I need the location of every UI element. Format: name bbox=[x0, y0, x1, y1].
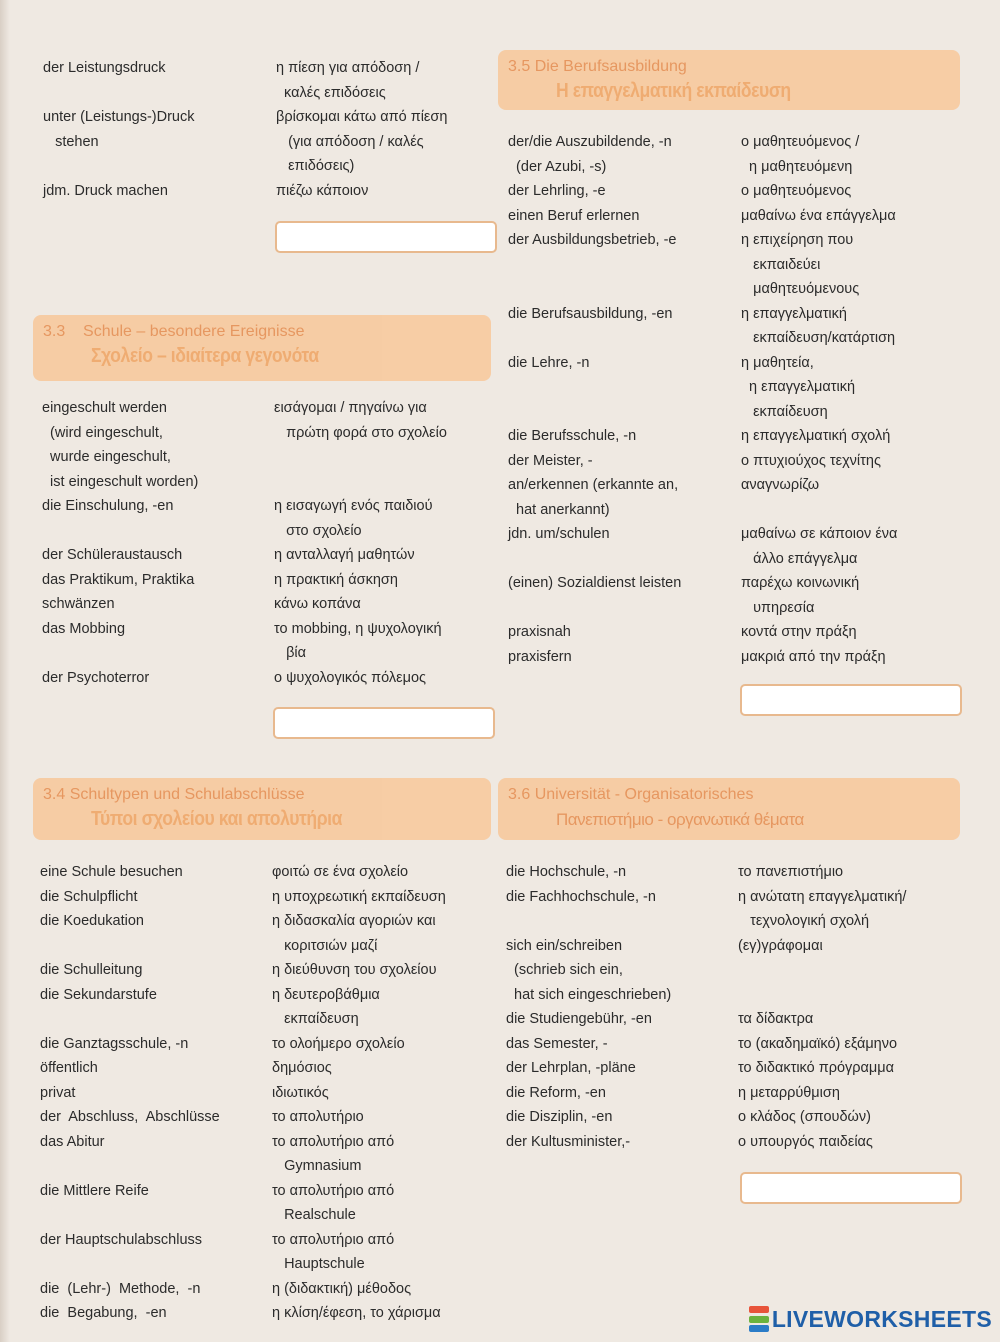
german-term: privat bbox=[40, 1084, 76, 1101]
greek-translation: μακριά από την πράξη bbox=[741, 648, 886, 665]
german-term: der Ausbildungsbetrieb, -e bbox=[508, 232, 677, 248]
greek-translation: φοιτώ σε ένα σχολείο bbox=[272, 864, 409, 880]
greek-translation: το ολοήμερο σχολείο bbox=[272, 1035, 405, 1052]
greek-translation: η ανταλλαγή μαθητών bbox=[274, 547, 415, 563]
german-term: die (Lehr-) Methode, -n bbox=[40, 1280, 201, 1297]
section-title-de: 3.4 Schultypen und Schulabschlüsse bbox=[43, 786, 305, 803]
greek-translation: ο ψυχολογικός πόλεμος bbox=[274, 669, 427, 686]
german-term: unter (Leistungs-)Druck stehen bbox=[43, 109, 195, 150]
german-term: schwänzen bbox=[42, 596, 115, 612]
section-header-3-6 bbox=[498, 778, 960, 840]
greek-translation: μαθαίνω σε κάποιον ένα άλλο επάγγελμα bbox=[741, 526, 898, 567]
german-term: die Berufsschule, -n bbox=[508, 428, 637, 444]
greek-translation: ο κλάδος (σπουδών) bbox=[738, 1109, 871, 1125]
greek-translation: δημόσιος bbox=[272, 1060, 332, 1076]
logo-text: LIVEWORKSHEETS bbox=[771, 1305, 992, 1332]
german-term: öffentlich bbox=[40, 1060, 98, 1076]
greek-translation: η (διδακτική) μέθοδος bbox=[272, 1280, 412, 1297]
german-term: jdm. Druck machen bbox=[43, 182, 168, 199]
answer-input-1[interactable] bbox=[275, 221, 497, 253]
german-term: der Abschluss, Abschlüsse bbox=[40, 1109, 220, 1125]
liveworksheets-logo bbox=[749, 1304, 992, 1334]
german-term: der Hauptschulabschluss bbox=[40, 1231, 203, 1248]
german-term: praxisnah bbox=[508, 624, 571, 640]
german-term: der Leistungsdruck bbox=[43, 60, 166, 76]
greek-translation: η υποχρεωτική εκπαίδευση bbox=[272, 888, 446, 905]
greek-translation: το απολυτήριο bbox=[272, 1109, 364, 1125]
greek-translation: η ανώτατη επαγγελματική/ τεχνολογική σχολή bbox=[738, 888, 907, 929]
answer-input-2[interactable] bbox=[273, 707, 495, 739]
section-title-de: 3.5 Die Berufsausbildung bbox=[508, 58, 687, 75]
greek-translation: η επαγγελματική σχολή bbox=[741, 428, 891, 444]
greek-translation: το απολυτήριο από Gymnasium bbox=[272, 1133, 395, 1174]
greek-translation: το απολυτήριο από Realschule bbox=[272, 1182, 395, 1223]
section-header-3-4 bbox=[33, 778, 491, 840]
german-term: die Disziplin, -en bbox=[506, 1109, 613, 1125]
greek-translation: η διεύθυνση του σχολείου bbox=[272, 962, 437, 978]
greek-translation: εισάγομαι / πηγαίνω για πρώτη φορά στο σχολείο bbox=[274, 400, 447, 441]
german-term: der Lehrling, -e bbox=[508, 183, 606, 199]
greek-translation: η δευτεροβάθμια εκπαίδευση bbox=[272, 986, 380, 1027]
greek-translation: το πανεπιστήμιο bbox=[738, 864, 844, 880]
section-title-gr: Τύποι σχολείου και απολυτήρια bbox=[91, 808, 343, 830]
german-term: die Fachhochschule, -n bbox=[506, 888, 656, 905]
german-term: die Ganztagsschule, -n bbox=[40, 1035, 189, 1052]
german-term: an/erkennen (erkannte an, hat anerkannt) bbox=[508, 477, 679, 518]
greek-translation: ο μαθητευόμενος bbox=[741, 183, 852, 199]
german-term: die Mittlere Reife bbox=[40, 1182, 149, 1199]
section-header-3-5 bbox=[498, 50, 960, 110]
greek-translation: η εισαγωγή ενός παιδιού στο σχολείο bbox=[274, 498, 433, 539]
german-term: die Begabung, -en bbox=[40, 1305, 167, 1321]
section-title-gr: Η επαγγελματική εκπαίδευση bbox=[556, 80, 791, 102]
answer-input-3[interactable] bbox=[740, 684, 962, 716]
german-term: die Schulpflicht bbox=[40, 888, 138, 905]
german-term: jdn. um/schulen bbox=[508, 526, 610, 542]
logo-mark-icon bbox=[749, 1306, 769, 1332]
greek-translation: το (ακαδημαϊκό) εξάμηνο bbox=[738, 1035, 898, 1052]
greek-translation: το mobbing, η ψυχολογική βία bbox=[274, 620, 442, 661]
section-title-de: 3.6 Universität - Organisatorisches bbox=[508, 786, 754, 803]
greek-translation: ο πτυχιούχος τεχνίτης bbox=[741, 452, 881, 469]
greek-translation: μαθαίνω ένα επάγγελμα bbox=[741, 207, 896, 224]
section-title-de: 3.3 Schule – besondere Ereignisse bbox=[43, 323, 305, 340]
answer-input-4[interactable] bbox=[740, 1172, 962, 1204]
german-term: einen Beruf erlernen bbox=[508, 207, 640, 224]
section-header-3-3 bbox=[33, 315, 491, 381]
greek-translation: η διδασκαλία αγοριών και κοριτσιών μαζί bbox=[272, 913, 436, 954]
german-term: das Praktikum, Praktika bbox=[42, 571, 195, 588]
german-term: der/die Auszubildende, -n (der Azubi, -s) bbox=[508, 134, 672, 175]
german-term: die Schulleitung bbox=[40, 962, 143, 978]
greek-translation: βρίσκομαι κάτω από πίεση (για απόδοση / καλές επιδόσεις) bbox=[276, 109, 448, 174]
german-term: (einen) Sozialdienst leisten bbox=[508, 575, 682, 591]
german-term: die Lehre, -n bbox=[508, 354, 590, 371]
german-term: eine Schule besuchen bbox=[40, 864, 183, 880]
greek-translation: η επιχείρηση που εκπαιδεύει μαθητευόμενους bbox=[741, 232, 860, 297]
german-term: praxisfern bbox=[508, 648, 572, 665]
german-term: das Semester, - bbox=[506, 1035, 608, 1052]
german-term: der Kultusminister,- bbox=[506, 1133, 631, 1150]
greek-translation: το απολυτήριο από Hauptschule bbox=[272, 1231, 395, 1272]
greek-translation: η μαθητεία, η επαγγελματική εκπαίδευση bbox=[741, 354, 856, 420]
greek-translation: το διδακτικό πρόγραμμα bbox=[738, 1060, 895, 1076]
section-title-gr: Σχολείο – ιδιαίτερα γεγονότα bbox=[91, 345, 319, 367]
german-term: der Schüleraustausch bbox=[42, 547, 183, 563]
greek-translation: ο υπουργός παιδείας bbox=[738, 1133, 873, 1150]
section-title-gr: Πανεπιστήμιο - οργανωτικά θέματα bbox=[556, 810, 804, 829]
german-term: der Psychoterror bbox=[42, 669, 150, 686]
german-term: die Koedukation bbox=[40, 913, 144, 929]
german-term: die Hochschule, -n bbox=[506, 864, 627, 880]
greek-translation: αναγνωρίζω bbox=[741, 477, 820, 493]
german-term: eingeschult werden (wird eingeschult, wurde eingeschult, ist eingeschult worden) bbox=[42, 400, 199, 490]
greek-translation: η μεταρρύθμιση bbox=[738, 1084, 840, 1101]
german-term: das Mobbing bbox=[42, 620, 126, 637]
greek-translation: παρέχω κοινωνική υπηρεσία bbox=[741, 575, 860, 616]
greek-translation: η πρακτική άσκηση bbox=[274, 571, 398, 588]
greek-translation: τα δίδακτρα bbox=[738, 1011, 814, 1027]
greek-translation: ιδιωτικός bbox=[272, 1084, 329, 1101]
greek-translation: η επαγγελματική εκπαίδευση/κατάρτιση bbox=[741, 305, 896, 346]
greek-translation: η κλίση/έφεση, το χάρισμα bbox=[272, 1305, 441, 1321]
greek-translation: πιέζω κάποιον bbox=[276, 182, 369, 199]
greek-translation: κοντά στην πράξη bbox=[741, 624, 857, 640]
greek-translation: κάνω κοπάνα bbox=[274, 596, 361, 612]
german-term: das Abitur bbox=[40, 1133, 105, 1150]
german-term: der Lehrplan, -pläne bbox=[506, 1060, 636, 1076]
german-term: die Berufsausbildung, -en bbox=[508, 305, 673, 322]
german-term: die Sekundarstufe bbox=[40, 986, 157, 1003]
page-edge-shadow bbox=[0, 0, 10, 1342]
greek-translation: (εγ)γράφομαι bbox=[738, 937, 823, 954]
german-term: die Reform, -en bbox=[506, 1084, 606, 1101]
german-term: der Meister, - bbox=[508, 452, 593, 469]
greek-translation: ο μαθητευόμενος / η μαθητευόμενη bbox=[741, 134, 860, 175]
german-term: sich ein/schreiben (schrieb sich ein, hat sich eingeschrieben) bbox=[506, 937, 672, 1003]
greek-translation: η πίεση για απόδοση / καλές επιδόσεις bbox=[276, 60, 420, 101]
german-term: die Studiengebühr, -en bbox=[506, 1011, 652, 1027]
german-term: die Einschulung, -en bbox=[42, 498, 174, 514]
